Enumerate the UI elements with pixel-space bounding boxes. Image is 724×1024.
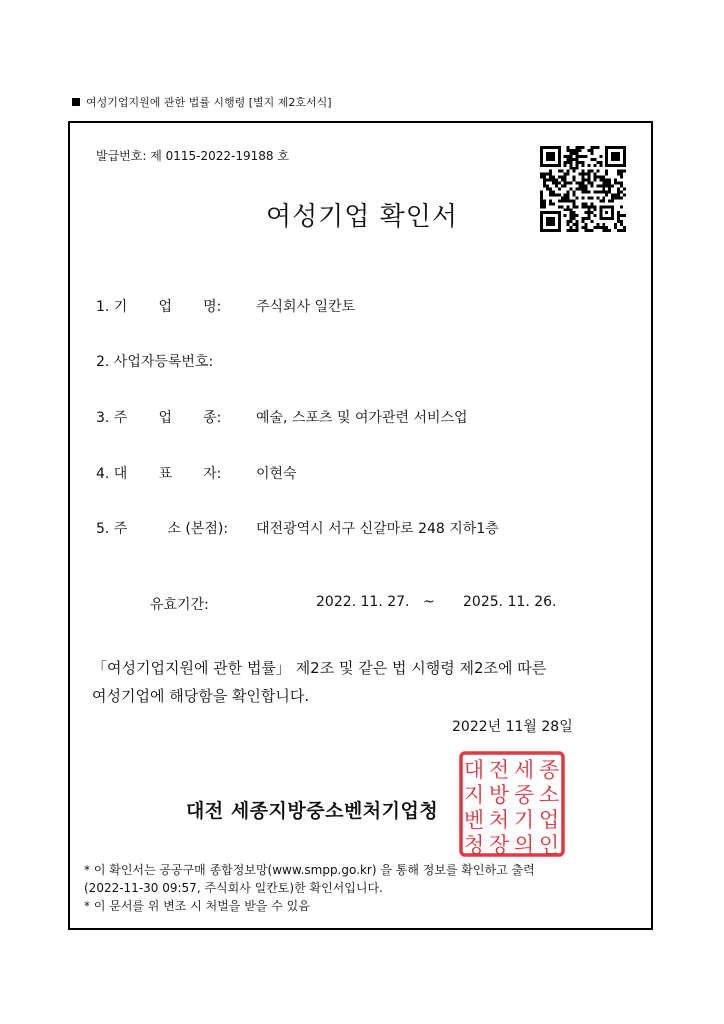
footnote: * 이 확인서는 공공구매 종합정보망(www.smpp.go.kr) 을 통해 정보를 확인하고 출력 <box>84 863 535 877</box>
issue-number: 발급번호: 제 0115-2022-19188 호 <box>96 149 289 163</box>
field-label: 4. 대 표 자: <box>96 466 222 482</box>
field-label: 3. 주 업 종: <box>96 410 222 426</box>
field-value: 주식회사 일칸토 <box>256 299 356 315</box>
document-title: 여성기업 확인서 <box>265 202 459 232</box>
statement-line: 여성기업에 해당함을 확인합니다. <box>92 687 310 705</box>
seal-glyph: 전 <box>488 758 510 782</box>
seal-glyph: 방 <box>488 783 510 807</box>
field-label: 2. 사업자등록번호: <box>96 354 214 370</box>
field-label: 5. 주 소 (본점): <box>96 521 229 537</box>
seal-glyph: 청 <box>463 833 485 857</box>
seal-glyph: 대 <box>463 758 485 782</box>
field-value: 예술, 스포츠 및 여가관련 서비스업 <box>256 410 468 426</box>
official-seal-stamp <box>458 750 566 858</box>
seal-glyph: 처 <box>488 808 510 832</box>
seal-glyph: 중 <box>513 783 535 807</box>
seal-glyph: 장 <box>488 833 510 857</box>
seal-glyph: 업 <box>538 808 560 832</box>
field-value: 이현숙 <box>256 466 297 482</box>
seal-glyph: 인 <box>538 833 560 857</box>
seal-glyph: 지 <box>463 783 485 807</box>
seal-glyph: 종 <box>538 758 560 782</box>
seal-glyph: 기 <box>513 808 535 832</box>
seal-glyph: 세 <box>513 758 535 782</box>
footnote: * 이 문서를 위 변조 시 처벌을 받을 수 있음 <box>84 899 310 913</box>
confirmation-statement <box>92 654 612 710</box>
validity-start: 2022. 11. 27. <box>316 594 410 610</box>
seal-glyph: 소 <box>538 783 560 807</box>
seal-glyph: 의 <box>513 833 535 857</box>
validity-end: 2025. 11. 26. <box>463 594 557 610</box>
validity-label: 유효기간: <box>150 597 209 613</box>
form-title: 여성기업지원에 관한 법률 시행령 [별지 제2호서식] <box>72 94 332 110</box>
validity-separator: ~ <box>423 594 435 610</box>
footnote: (2022-11-30 09:57, 주식회사 일칸토)한 확인서입니다. <box>84 881 383 895</box>
seal-glyph: 벤 <box>463 808 485 832</box>
field-label: 1. 기 업 명: <box>96 299 222 315</box>
field-value: 대전광역시 서구 신갈마로 248 지하1층 <box>256 521 499 537</box>
statement-line: 「여성기업지원에 관한 법률」 제2조 및 같은 법 시행령 제2조에 따른 <box>92 659 547 677</box>
issue-date: 2022년 11월 28일 <box>452 719 573 735</box>
square-bullet-icon <box>72 98 80 106</box>
issuing-authority: 대전 세종지방중소벤처기업청 <box>186 800 439 822</box>
